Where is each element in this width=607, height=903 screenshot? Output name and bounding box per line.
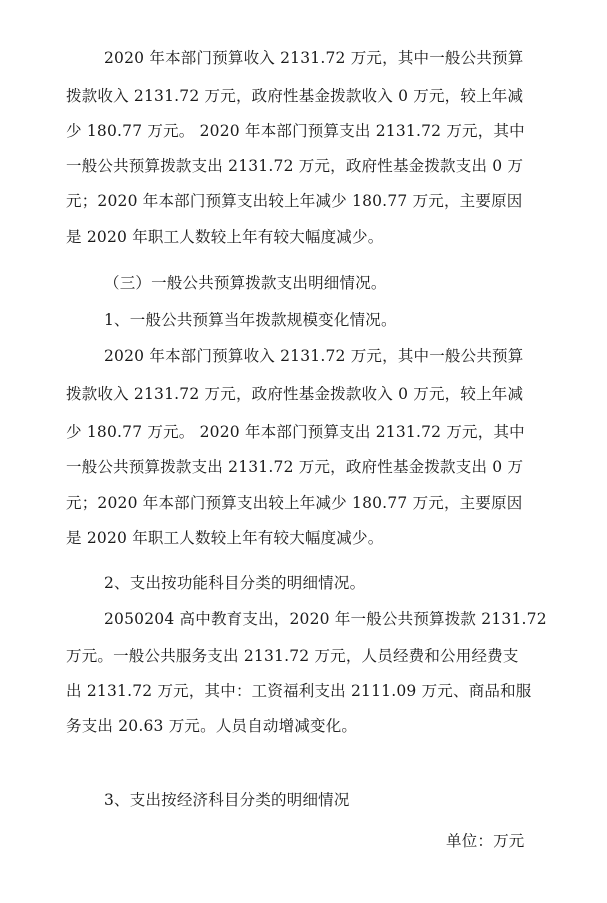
paragraph-line: 一般公共预算拨款支出 2131.72 万元，政府性基金拨款支出 0 万	[66, 458, 524, 476]
paragraph-line: 拨款收入 2131.72 万元，政府性基金拨款收入 0 万元，较上年减	[66, 385, 524, 403]
paragraph-line: 出 2131.72 万元，其中：工资福利支出 2111.09 万元、商品和服	[66, 682, 532, 700]
subsection-heading: 3、支出按经济科目分类的明细情况	[104, 791, 350, 809]
paragraph-line: 2020 年本部门预算收入 2131.72 万元，其中一般公共预算	[104, 347, 524, 365]
paragraph-line: 少 180.77 万元。 2020 年本部门预算支出 2131.72 万元，其中	[66, 423, 525, 441]
paragraph-line: 元；2020 年本部门预算支出较上年减少 180.77 万元，主要原因	[66, 494, 523, 512]
subsection-heading: 2、支出按功能科目分类的明细情况。	[104, 574, 366, 592]
paragraph-line: 一般公共预算拨款支出 2131.72 万元，政府性基金拨款支出 0 万	[66, 157, 524, 175]
paragraph-line: 是 2020 年职工人数较上年有较大幅度减少。	[66, 529, 384, 547]
paragraph-line: 拨款收入 2131.72 万元，政府性基金拨款收入 0 万元，较上年减	[66, 87, 524, 105]
paragraph-line: 是 2020 年职工人数较上年有较大幅度减少。	[66, 228, 384, 246]
paragraph-line: 2020 年本部门预算收入 2131.72 万元，其中一般公共预算	[104, 49, 524, 67]
paragraph-line: 少 180.77 万元。 2020 年本部门预算支出 2131.72 万元，其中	[66, 122, 525, 140]
unit-label: 单位：万元	[446, 832, 525, 850]
paragraph-line: 务支出 20.63 万元。人员自动增减变化。	[66, 717, 358, 735]
paragraph-line: 元；2020 年本部门预算支出较上年减少 180.77 万元，主要原因	[66, 192, 523, 210]
section-heading: （三）一般公共预算拨款支出明细情况。	[104, 274, 387, 292]
paragraph-line: 万元。一般公共服务支出 2131.72 万元，人员经费和公用经费支	[66, 647, 519, 665]
paragraph-line: 2050204 高中教育支出，2020 年一般公共预算拨款 2131.72	[104, 610, 547, 628]
subsection-heading: 1、一般公共预算当年拨款规模变化情况。	[104, 311, 397, 329]
